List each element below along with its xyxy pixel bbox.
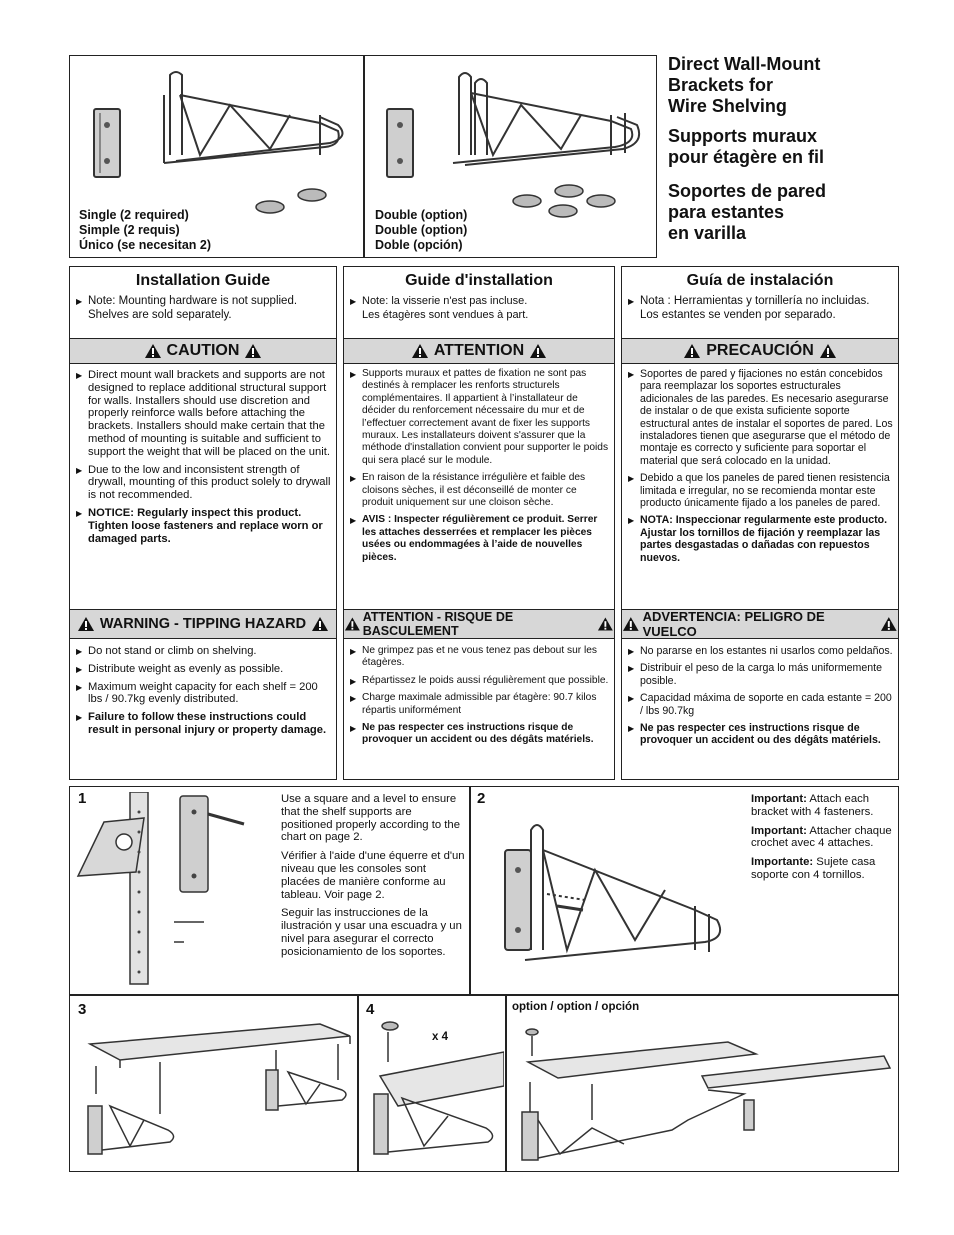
step-1-text-es: Seguir las instrucciones de la ilustración y usar una escuadra y un nivel para asegurar el correcto posicionamiento de los soportes. [281,907,462,958]
option-illustration [512,1020,892,1168]
caution-item: ▶ Soportes de pared y fijaciones no están concebidos para reemplazar los soportes estructurales adicionales de las paredes. Es necesario asegurarse de instalar o de que exista suficiente soporte estructural antes de instalar el soportes de pared. Los instaladores tienen que asegurarse que el método de montaje es correcto y suficiente para soportar el material que será colocado en la unidad. [628,368,894,467]
warning-triangle-icon [244,343,262,359]
warning-triangle-icon [144,343,162,359]
important-text: Attacher chaque crochet avec 4 attaches. [751,824,892,850]
warning-bar [70,609,336,639]
column-note: ▶ Nota : Herramientas y tornillería no incluidas. Los estantes se venden por separado. [628,295,870,321]
steps-divider-v2 [357,995,359,1171]
title-fr-line: Supports muraux [668,126,818,146]
warning-triangle-icon [529,343,547,359]
warning-item: ▶ Do not stand or climb on shelving. [76,645,331,658]
warning-triangle-icon [880,616,898,632]
important-text: Sujete casa soporte con 4 tornillos. [751,856,876,881]
caution-bar [70,338,336,364]
title-fr-line: pour étagère en fil [668,147,825,167]
note-line: Les étagères sont vendues à part. [362,309,529,321]
column-heading: Guía de instalación [686,272,834,289]
steps-divider-v1 [469,787,471,995]
caution-title: PRECAUCIÓN [706,342,814,359]
warning-item: ▶ Distribuir el peso de la carga lo más uniformemente posible. [628,662,894,687]
double-bracket-illustration [375,65,655,225]
warning-triangle-icon [683,343,701,359]
caution-bar [344,338,614,364]
single-bracket-illustration [80,65,360,215]
step-4-illustration [368,1016,504,1168]
double-caption-es: Doble (opción) [375,238,463,252]
guide-column-es [621,266,899,780]
step-2-item-fr [751,825,893,851]
caution-item: ▶ Due to the low and inconsistent strength of drywall, mounting of this product solely to drywall is not recommended. [76,464,331,502]
single-caption-fr: Simple (2 requis) [79,223,180,237]
step-1-number: 1 [78,790,87,807]
caution-item: ▶ AVIS : Inspecter régulièrement ce produit. Serrer les attaches desserrées et remplacer les pièces usées ou endommagées à l’aide de nouvelles pièces. [350,514,610,564]
step-1-text [281,793,465,965]
important-label: Important: [751,793,807,805]
step-1-illustration [74,792,274,988]
warning-triangle-icon [77,616,95,632]
title-es-line: Soportes de pared [668,181,827,201]
step-3-illustration [80,1010,352,1168]
steps-divider-h [70,994,898,996]
title-en [668,54,820,117]
single-caption [79,208,211,253]
note-line: Nota : Herramientas y tornillería no incluidas. [640,295,870,307]
caution-list [628,368,894,569]
caution-item: ▶ En raison de la résistance irrégulière et faible des cloisons sèches, il est déconseillé de monter ce produit uniquement sur une cloison sèche. [350,472,610,509]
warning-item: ▶ Charge maximale admissible par étagère: 90.7 kilos répartis uniformément [350,692,610,717]
column-note: ▶ Note: Mounting hardware is not supplied. Shelves are sold separately. [76,295,298,321]
title-en-line: Brackets for [668,75,774,95]
guide-column-en [69,266,337,780]
step-1-text-fr: Vérifier à l'aide d'une équerre et d'un niveau que les consoles sont placées de manière conforme au tableau. Voir page 2. [281,850,465,901]
caution-item: ▶ Supports muraux et pattes de fixation ne sont pas destinés à remplacer les renforts structurels complémentaires. Il appartient à l’installateur de décider du renforcement nécessaire du mur et de l’effectuer correctement avant de fixer les supports muraux. Les installateurs doivent s'assurer que la méthode d'installation convient pour supporter le poids qui sera placé sur le module. [350,368,610,467]
important-label: Important: [751,824,807,837]
note-line: Note: la visserie n'est pas incluse. [362,295,528,307]
warning-item: ▶ Répartissez le poids aussi régulièrement que possible. [350,675,610,687]
warning-item: ▶ Ne pas respecter ces instructions risque de provoquer un accident ou des dégâts matériels. [350,722,610,747]
important-text: Attach each bracket with 4 fasteners. [751,793,874,818]
warning-triangle-icon [411,343,429,359]
warning-item: ▶ Ne pas respecter ces instructions risque de provoquer un accident ou des dégâts matériels. [628,722,894,747]
title-en-line: Wire Shelving [668,96,787,116]
column-heading: Guide d'installation [405,272,553,289]
caution-title: ATTENTION [433,342,525,359]
step-2-item-en [751,793,893,819]
step-4-qty: x 4 [432,1031,448,1043]
step-4-number: 4 [366,1001,375,1018]
warning-list [350,645,610,752]
warning-title: ADVERTENCIA: PELIGRO DE VUELCO [642,609,825,639]
note-line: Los estantes se venden por separado. [640,309,836,321]
warning-list [76,645,331,742]
column-note: ▶ Note: la visserie n'est pas incluse. Les étagères sont vendues à part. [350,295,529,321]
option-label: option / option / opción [512,1001,640,1013]
warning-triangle-icon [344,616,361,632]
double-caption [375,208,467,253]
note-line: Shelves are sold separately. [88,309,232,321]
warning-triangle-icon [819,343,837,359]
step-2-illustration [495,810,745,988]
single-caption-es: Único (se necesitan 2) [79,238,211,252]
warning-item: ▶ Distribute weight as evenly as possible. [76,663,331,676]
warning-title: ATTENTION - RISQUE DE BASCULEMENT [362,610,514,638]
title-fr [668,126,824,168]
single-caption-en: Single (2 required) [79,208,189,222]
caution-list [76,369,331,550]
step-2-number: 2 [477,790,486,807]
title-es [668,181,826,244]
caution-bar [622,338,898,364]
steps-divider-v3 [505,995,507,1171]
caution-item: ▶ Direct mount wall brackets and supports are not designed to replace additional structural support for walls. Installers should use discretion and properly reinforce walls before attaching the brackets. Installers should make certain that the method of mounting is suitable and sufficient to support the weight that will be placed on the unit. [76,369,331,459]
guide-column-fr [343,266,615,780]
warning-item: ▶ No pararse en los estantes ni usarlos como peldaños. [628,645,894,657]
important-label: Importante: [751,856,814,869]
caution-item: ▶ NOTICE: Regularly inspect this product. Tighten loose fasteners and replace worn or damaged parts. [76,507,331,545]
title-es-line: para estantes [668,202,785,222]
title-es-line: en varilla [668,223,747,243]
caution-title: CAUTION [166,342,240,359]
column-heading: Installation Guide [135,272,271,289]
step-3-number: 3 [78,1001,87,1018]
warning-item: ▶ Capacidad máxima de soporte en cada estante = 200 / lbs 90.7kg [628,692,894,717]
title-en-line: Direct Wall-Mount [668,54,821,74]
warning-bar [344,609,614,639]
warning-item: ▶ Maximum weight capacity for each shelf = 200 lbs / 90.7kg evenly distributed. [76,681,331,707]
caution-list [350,368,610,569]
warning-title: WARNING - TIPPING HAZARD [99,616,307,632]
warning-item: ▶ Failure to follow these instructions could result in personal injury or property damage. [76,711,331,737]
warning-triangle-icon [597,616,614,632]
note-line: Note: Mounting hardware is not supplied. [88,295,298,307]
caution-item: ▶ Debido a que los paneles de pared tienen resistencia limitada e irregular, no se recomienda montar este producto únicamente fijado a los paneles de pared. [628,472,894,509]
double-caption-en: Double (option) [375,208,468,222]
warning-triangle-icon [311,616,329,632]
caution-item: ▶ NOTA: Inspeccionar regularmente este producto. Ajustar los tornillos de fijación y reemplazar las partes desgastadas o dañadas con repuestos nuevos. [628,514,894,564]
step-2-text [751,793,893,888]
warning-bar [622,609,898,639]
warning-triangle-icon [622,616,640,632]
step-1-text-en: Use a square and a level to ensure that the shelf supports are positioned properly according to the chart on page 2. [281,793,460,844]
step-2-item-es [751,856,893,882]
warning-item: ▶ Ne grimpez pas et ne vous tenez pas debout sur les étagères. [350,645,610,670]
product-divider [363,56,365,257]
warning-list [628,645,894,752]
double-caption-fr: Double (option) [375,223,468,237]
